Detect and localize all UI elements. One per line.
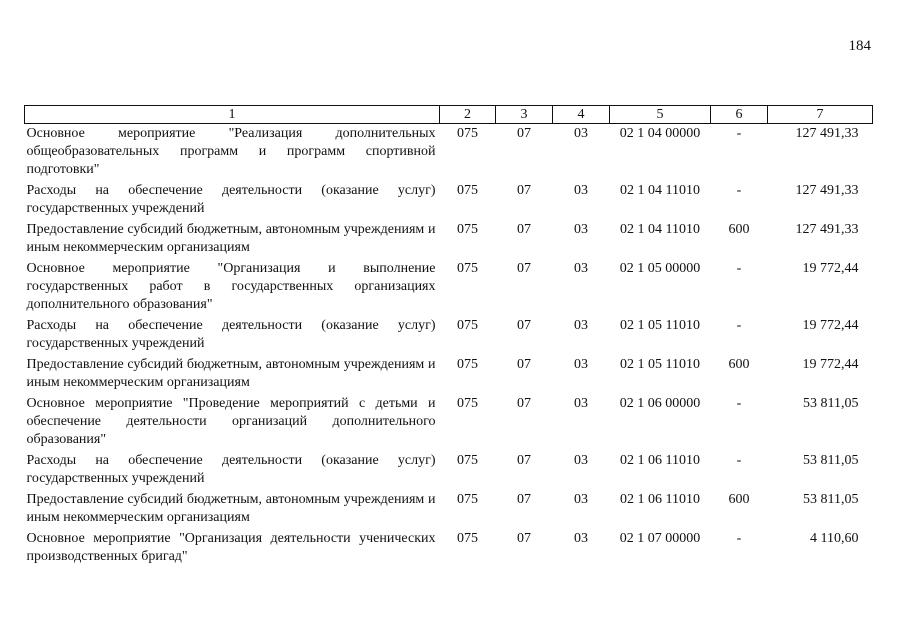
- table-row: [25, 529, 873, 568]
- row-section: 07: [517, 396, 531, 411]
- row-subsection: 03: [574, 222, 588, 237]
- table-row: [25, 124, 873, 182]
- column-header-name: 1: [25, 106, 440, 124]
- row-type: -: [736, 261, 742, 276]
- row-section: 07: [517, 318, 531, 333]
- row-target: 02 1 06 11010: [620, 492, 700, 507]
- row-section: 07: [517, 531, 531, 546]
- row-admin: 075: [457, 261, 478, 276]
- budget-table: [24, 105, 873, 568]
- table-row: [25, 181, 873, 220]
- row-type: 600: [728, 357, 750, 372]
- table-row: [25, 259, 873, 316]
- row-admin: 075: [457, 222, 478, 237]
- row-target: 02 1 04 11010: [620, 222, 700, 237]
- page-number: 184: [848, 38, 871, 54]
- row-target: 02 1 04 00000: [619, 126, 701, 141]
- row-sum: 19 772,44: [802, 357, 859, 372]
- row-target: 02 1 06 11010: [620, 453, 700, 468]
- column-header-type: 6: [711, 106, 768, 124]
- row-subsection: 03: [574, 492, 588, 507]
- row-sum: 19 772,44: [802, 318, 859, 333]
- column-header-subsection: 4: [553, 106, 610, 124]
- row-subsection: 03: [574, 318, 588, 333]
- table-header-row: [25, 106, 873, 124]
- row-name: Расходы на обеспечение деятельности (оказание услуг) государственных учреждений: [26, 318, 436, 351]
- table-row: [25, 220, 873, 259]
- row-admin: 075: [457, 492, 478, 507]
- row-name: Предоставление субсидий бюджетным, автономным учреждениям и иным некоммерческим организациям: [26, 222, 436, 255]
- row-sum: 19 772,44: [802, 261, 859, 276]
- row-section: 07: [517, 183, 531, 198]
- table-row: [25, 451, 873, 490]
- row-type: 600: [728, 492, 750, 507]
- column-header-section: 3: [496, 106, 553, 124]
- table-row: [25, 355, 873, 394]
- column-header-sum: 7: [768, 106, 873, 124]
- column-header-admin: 2: [440, 106, 496, 124]
- row-subsection: 03: [574, 396, 588, 411]
- row-type: -: [736, 318, 742, 333]
- row-section: 07: [517, 261, 531, 276]
- row-type: 600: [728, 222, 750, 237]
- row-name: Основное мероприятие "Реализация дополнительных общеобразовательных программ и программ спортивной подготовки": [26, 126, 436, 177]
- row-admin: 075: [457, 357, 478, 372]
- table-row: [25, 394, 873, 451]
- row-admin: 075: [457, 396, 478, 411]
- row-type: -: [736, 396, 742, 411]
- row-sum: 4 110,60: [810, 531, 859, 546]
- row-name: Предоставление субсидий бюджетным, автономным учреждениям и иным некоммерческим организациям: [26, 357, 436, 390]
- row-name: Основное мероприятие "Организация деятельности ученических производственных бригад": [26, 531, 436, 564]
- row-name: Основное мероприятие "Организация и выполнение государственных работ в государственных организациях дополнительного образования": [26, 261, 436, 312]
- row-target: 02 1 07 00000: [619, 531, 701, 546]
- row-subsection: 03: [574, 531, 588, 546]
- row-admin: 075: [457, 183, 478, 198]
- row-admin: 075: [457, 318, 478, 333]
- row-subsection: 03: [574, 126, 588, 141]
- row-target: 02 1 05 11010: [620, 357, 700, 372]
- column-header-target: 5: [610, 106, 711, 124]
- row-subsection: 03: [574, 357, 588, 372]
- row-subsection: 03: [574, 183, 588, 198]
- row-section: 07: [517, 222, 531, 237]
- row-name: Предоставление субсидий бюджетным, автономным учреждениям и иным некоммерческим организациям: [26, 492, 436, 525]
- row-admin: 075: [457, 531, 478, 546]
- row-section: 07: [517, 126, 531, 141]
- table-row: [25, 316, 873, 355]
- row-subsection: 03: [574, 453, 588, 468]
- row-target: 02 1 05 11010: [620, 318, 700, 333]
- row-name: Основное мероприятие "Проведение мероприятий с детьми и обеспечение деятельности организаций дополнительного образования": [26, 396, 436, 447]
- row-sum: 127 491,33: [795, 222, 859, 237]
- row-sum: 53 811,05: [803, 453, 859, 468]
- row-type: -: [736, 531, 742, 546]
- row-sum: 127 491,33: [795, 183, 859, 198]
- row-admin: 075: [457, 453, 478, 468]
- row-type: -: [736, 453, 742, 468]
- row-sum: 53 811,05: [803, 396, 859, 411]
- row-admin: 075: [457, 126, 478, 141]
- row-name: Расходы на обеспечение деятельности (оказание услуг) государственных учреждений: [26, 183, 436, 216]
- row-target: 02 1 06 00000: [619, 396, 701, 411]
- row-section: 07: [517, 357, 531, 372]
- row-target: 02 1 04 11010: [620, 183, 700, 198]
- row-type: -: [736, 126, 742, 141]
- row-sum: 127 491,33: [795, 126, 859, 141]
- row-target: 02 1 05 00000: [619, 261, 701, 276]
- row-section: 07: [517, 492, 531, 507]
- row-section: 07: [517, 453, 531, 468]
- table-row: [25, 490, 873, 529]
- row-name: Расходы на обеспечение деятельности (оказание услуг) государственных учреждений: [26, 453, 436, 486]
- row-type: -: [736, 183, 742, 198]
- row-subsection: 03: [574, 261, 588, 276]
- row-sum: 53 811,05: [803, 492, 859, 507]
